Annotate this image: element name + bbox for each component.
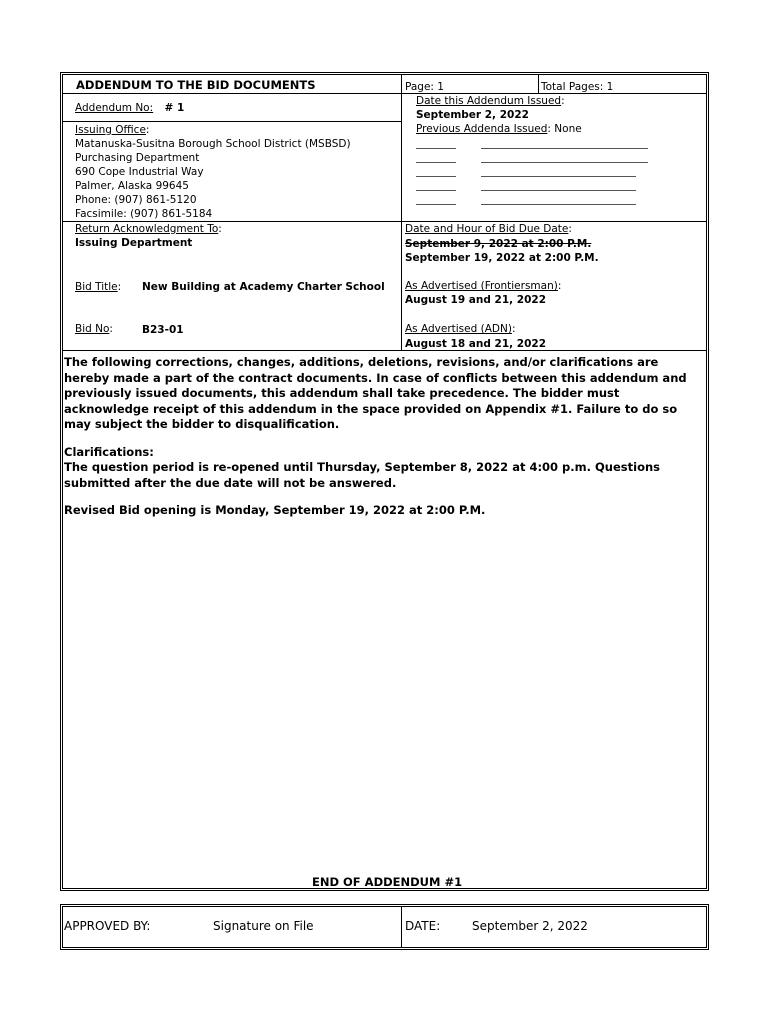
date-issued-value: September 2, 2022	[416, 109, 529, 121]
blank-line	[481, 176, 636, 177]
blank-line	[416, 204, 456, 205]
issuing-office-label: Issuing Office:	[75, 124, 150, 136]
bid-no-label: Bid No:	[75, 323, 113, 335]
return-ack-value: Issuing Department	[75, 237, 193, 249]
issuing-office-line: Matanuska-Susitna Borough School District (MSBSD)	[75, 138, 351, 150]
bid-no-value: B23-01	[142, 324, 184, 336]
blank-line	[481, 204, 636, 205]
column-divider	[538, 75, 539, 93]
bid-title-value: New Building at Academy Charter School	[142, 281, 385, 293]
column-divider	[401, 907, 402, 947]
return-ack-label: Return Acknowledgment To:	[75, 223, 222, 235]
addendum-value: # 1	[164, 102, 185, 114]
approved-by-label: APPROVED BY:	[64, 919, 151, 933]
issuing-office-line: Palmer, Alaska 99645	[75, 180, 189, 192]
blank-line	[416, 176, 456, 177]
due-date-new: September 19, 2022 at 2:00 P.M.	[405, 252, 599, 264]
intro-paragraph: The following corrections, changes, additions, deletions, revisions, and/or clarifications are hereby made a part of the contract documents. In case of conflicts between this addendum and previously issued documents, this addendum shall take precedence. The bidder must acknowledge receipt of this addendum in the space provided on Appendix #1. Failure to do so may subject the bidder to disqualification.	[64, 355, 687, 431]
revised-bid-opening: Revised Bid opening is Monday, September 19, 2022 at 2:00 P.M.	[64, 503, 486, 517]
approval-box	[60, 904, 709, 950]
end-of-addendum: END OF ADDENDUM #1	[312, 875, 463, 889]
previous-addenda: Previous Addenda Issued: None	[416, 123, 582, 135]
date-label: DATE:	[405, 919, 441, 933]
clarifications-heading: Clarifications:	[64, 445, 154, 459]
issuing-office-line: Phone: (907) 861-5120	[75, 194, 197, 206]
adn-value: August 18 and 21, 2022	[405, 338, 546, 350]
adn-label: As Advertised (ADN):	[405, 323, 516, 335]
blank-line	[481, 190, 636, 191]
blank-line	[416, 190, 456, 191]
frontiersman-value: August 19 and 21, 2022	[405, 294, 546, 306]
row-divider	[63, 121, 401, 122]
addendum-label: Addendum No:	[75, 102, 154, 114]
column-divider	[401, 75, 402, 350]
blank-line	[481, 162, 648, 163]
date-issued-label: Date this Addendum Issued:	[416, 95, 565, 107]
due-date-old: September 9, 2022 at 2:00 P.M.	[405, 238, 592, 250]
blank-line	[416, 162, 456, 163]
issuing-office-line: 690 Cope Industrial Way	[75, 166, 204, 178]
due-date-label: Date and Hour of Bid Due Date:	[405, 223, 572, 235]
blank-line	[481, 148, 648, 149]
addendum-number	[75, 101, 184, 115]
row-divider	[63, 350, 706, 351]
issuing-office-line: Facsimile: (907) 861-5184	[75, 208, 213, 220]
bid-title-label: Bid Title:	[75, 281, 122, 293]
blank-line	[416, 148, 456, 149]
total-pages: Total Pages: 1	[541, 81, 614, 93]
form-title: ADDENDUM TO THE BID DOCUMENTS	[76, 78, 316, 92]
page-number: Page: 1	[405, 81, 444, 93]
frontiersman-label: As Advertised (Frontiersman):	[405, 280, 562, 292]
approved-by-value: Signature on File	[213, 919, 314, 933]
clarifications-text: The question period is re-opened until Thursday, September 8, 2022 at 4:00 p.m. Questions submitted after the due date will not be answered.	[64, 460, 660, 490]
date-value: September 2, 2022	[472, 919, 588, 933]
issuing-office-line: Purchasing Department	[75, 152, 200, 164]
